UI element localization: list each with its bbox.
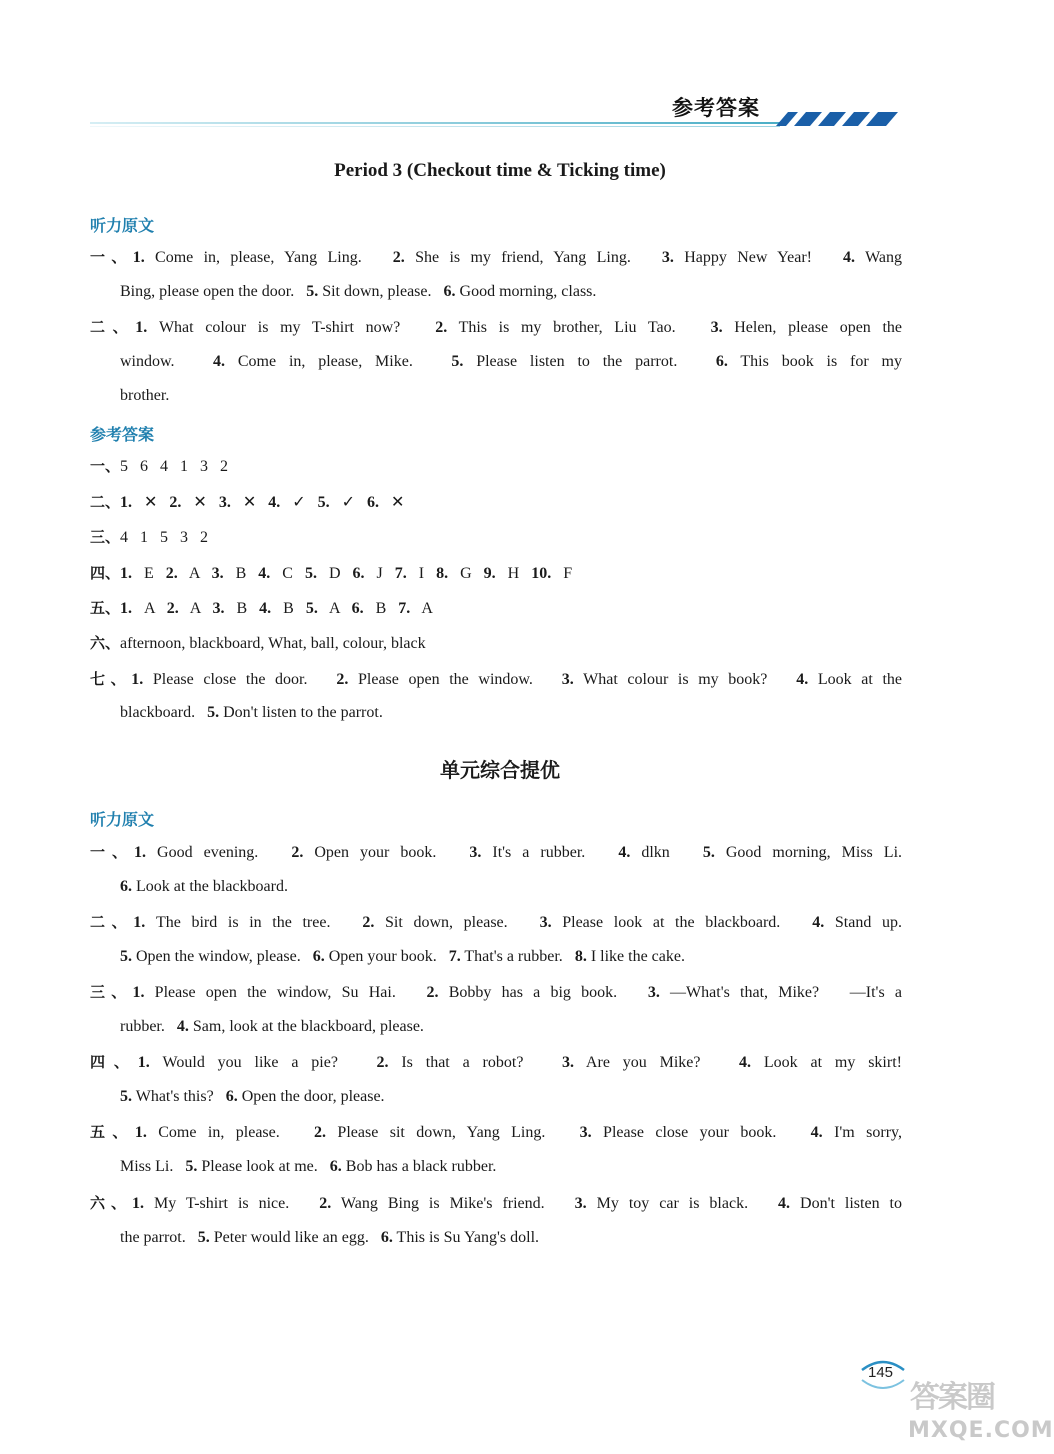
section-title-period3: Period 3 (Checkout time & Ticking time) bbox=[334, 160, 666, 181]
text-line: rubber. 4. Sam, look at the blackboard, please. bbox=[120, 1018, 424, 1035]
listening-script-heading: 听力原文 bbox=[90, 216, 155, 235]
text-line: Bing, please open the door. 5. Sit down, please. 6. Good morning, class. bbox=[120, 283, 597, 300]
answers-heading: 参考答案 bbox=[90, 425, 155, 444]
text-line: 五、1. Come in, please. 2. Please sit down, Yang Ling. 3. Please close your book. 4. I'm sorry, bbox=[90, 1123, 902, 1141]
text-line: 5. Open the window, please. 6. Open your book. 7. That's a rubber. 8. I like the cake. bbox=[120, 948, 685, 965]
text-line: brother. bbox=[120, 387, 170, 404]
text-line: 五、1. A 2. A 3. B 4. B 5. A 6. B 7. A bbox=[90, 599, 433, 617]
header-rule-thin bbox=[90, 126, 780, 127]
text-line: 七、1. Please close the door. 2. Please open the window. 3. What colour is my book? 4. Look at the bbox=[90, 670, 902, 688]
text-line: Miss Li. 5. Please look at me. 6. Bob has a black rubber. bbox=[120, 1158, 497, 1175]
text-line: 一、1. Come in, please, Yang Ling. 2. She is my friend, Yang Ling. 3. Happy New Year! 4. Wang bbox=[90, 248, 902, 266]
text-line: 二、1. The bird is in the tree. 2. Sit down, please. 3. Please look at the blackboard. 4. Stand up. bbox=[90, 913, 902, 931]
text-line: 四、1. E 2. A 3. B 4. C 5. D 6. J 7. I 8. G 9. H 10. F bbox=[90, 564, 573, 582]
text-line: 一、5 6 4 1 3 2 bbox=[90, 457, 229, 475]
header-title: 参考答案 bbox=[672, 96, 760, 120]
text-line: 二、1. ✕ 2. ✕ 3. ✕ 4. ✓ 5. ✓ 6. ✕ bbox=[90, 493, 405, 511]
text-line: 六、afternoon, blackboard, What, ball, colour, black bbox=[90, 634, 426, 652]
text-line: 5. What's this? 6. Open the door, please. bbox=[120, 1088, 385, 1105]
text-line: window. 4. Come in, please, Mike. 5. Please listen to the parrot. 6. This book is for my bbox=[120, 353, 903, 370]
text-line: 一、1. Good evening. 2. Open your book. 3. It's a rubber. 4. dlkn 5. Good morning, Miss Li. bbox=[90, 843, 903, 861]
page-number: 145 bbox=[868, 1364, 894, 1381]
text-line: 二、1. What colour is my T-shirt now? 2. This is my brother, Liu Tao. 3. Helen, please open the bbox=[90, 318, 902, 336]
watermark-logo bbox=[908, 1368, 1054, 1452]
listening-script-heading: 听力原文 bbox=[90, 810, 155, 829]
text-line: 四、1. Would you like a pie? 2. Is that a robot? 3. Are you Mike? 4. Look at my skirt! bbox=[90, 1053, 902, 1071]
section-title-unit-review: 单元综合提优 bbox=[440, 758, 560, 782]
watermark-url: MXQE.COM bbox=[908, 1418, 1054, 1443]
text-line: blackboard. 5. Don't listen to the parrot. bbox=[120, 704, 383, 721]
text-line: the parrot. 5. Peter would like an egg. 6. This is Su Yang's doll. bbox=[120, 1229, 540, 1246]
text-line: 三、4 1 5 3 2 bbox=[90, 528, 209, 546]
watermark-text: 答案圈 bbox=[910, 1380, 994, 1415]
text-line: 6. Look at the blackboard. bbox=[120, 878, 288, 895]
text-line: 三、1. Please open the window, Su Hai. 2. Bobby has a big book. 3. —What's that, Mike? —It's a bbox=[90, 983, 902, 1001]
text-line: 六、1. My T-shirt is nice. 2. Wang Bing is Mike's friend. 3. My toy car is black. 4. Don't listen to bbox=[90, 1194, 902, 1212]
header-stripes-decoration bbox=[772, 108, 902, 128]
header-rule bbox=[90, 122, 780, 124]
